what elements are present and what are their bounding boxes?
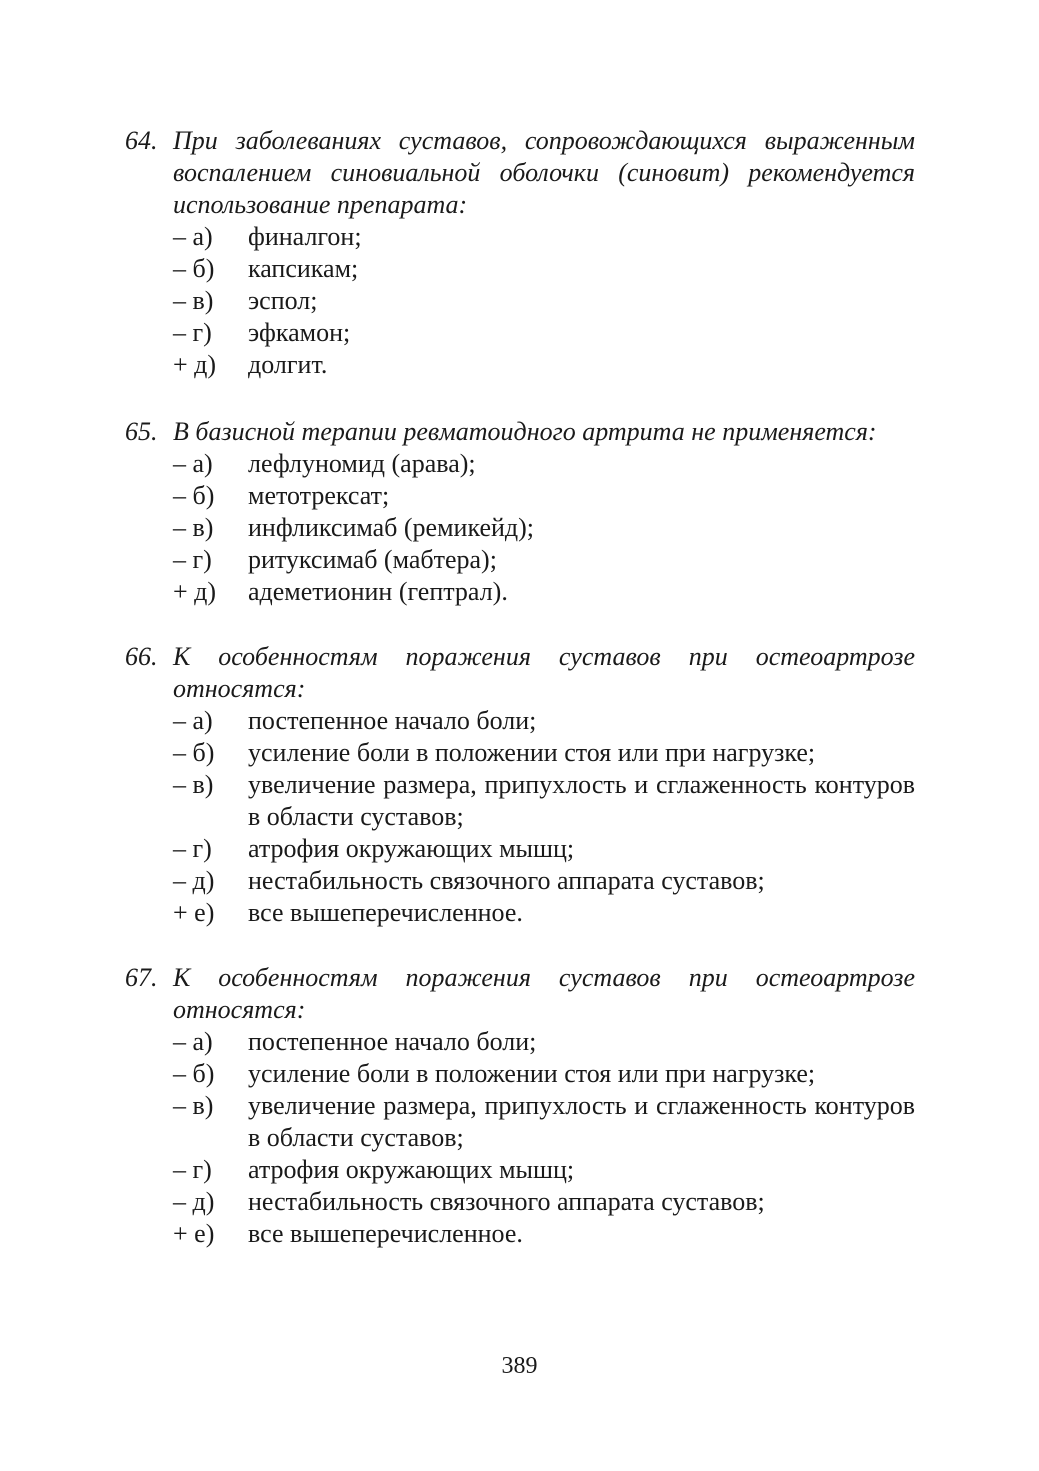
answer-option-correct bbox=[125, 576, 915, 608]
question-text: При заболеваниях суставов, сопровождающихся выраженным воспалением синовиальной оболочки (синовит) рекомендуется использование препарата: bbox=[173, 126, 915, 219]
question-number: 67. bbox=[125, 963, 158, 992]
option-mark: – г) bbox=[173, 545, 212, 574]
answer-options bbox=[125, 448, 915, 608]
option-mark: – в) bbox=[173, 770, 214, 799]
option-mark: – г) bbox=[173, 834, 212, 863]
answer-option bbox=[125, 317, 915, 349]
option-mark: – б) bbox=[173, 738, 215, 767]
option-mark: – б) bbox=[173, 254, 215, 283]
option-mark: – а) bbox=[173, 706, 213, 735]
answer-option bbox=[125, 285, 915, 317]
option-text: капсикам; bbox=[248, 254, 359, 283]
option-text: атрофия окружающих мышц; bbox=[248, 834, 575, 863]
answer-options bbox=[125, 705, 915, 929]
option-text: нестабильность связочного аппарата суставов; bbox=[248, 866, 765, 895]
answer-option-correct bbox=[125, 349, 915, 381]
answer-option-correct bbox=[125, 1218, 915, 1250]
question-number: 65. bbox=[125, 417, 158, 446]
option-mark: + е) bbox=[173, 1219, 215, 1248]
question-64 bbox=[125, 125, 915, 381]
answer-option bbox=[125, 1090, 915, 1154]
option-text: нестабильность связочного аппарата суставов; bbox=[248, 1187, 765, 1216]
option-text: все вышеперечисленное. bbox=[248, 898, 523, 927]
option-text: лефлуномид (арава); bbox=[248, 449, 476, 478]
answer-option-correct bbox=[125, 897, 915, 929]
answer-option bbox=[125, 1026, 915, 1058]
question-number: 64. bbox=[125, 126, 158, 155]
option-mark: – в) bbox=[173, 1091, 214, 1120]
option-mark: – а) bbox=[173, 1027, 213, 1056]
question-text: К особенностям поражения суставов при остеоартрозе относятся: bbox=[173, 963, 915, 1024]
option-text: постепенное начало боли; bbox=[248, 706, 537, 735]
option-mark: – г) bbox=[173, 1155, 212, 1184]
answer-option bbox=[125, 833, 915, 865]
question-66 bbox=[125, 641, 915, 929]
question-stem bbox=[125, 125, 915, 221]
answer-option bbox=[125, 480, 915, 512]
answer-option bbox=[125, 512, 915, 544]
question-stem bbox=[125, 962, 915, 1026]
option-text: все вышеперечисленное. bbox=[248, 1219, 523, 1248]
option-text: увеличение размера, припухлость и сглаженность контуров в области суставов; bbox=[248, 770, 915, 831]
option-mark: + е) bbox=[173, 898, 215, 927]
option-mark: – б) bbox=[173, 1059, 215, 1088]
answer-option bbox=[125, 448, 915, 480]
option-text: долгит. bbox=[248, 350, 328, 379]
option-text: ритуксимаб (мабтера); bbox=[248, 545, 497, 574]
question-text: В базисной терапии ревматоидного артрита не применяется: bbox=[173, 417, 877, 446]
option-text: увеличение размера, припухлость и сглаженность контуров в области суставов; bbox=[248, 1091, 915, 1152]
option-text: финалгон; bbox=[248, 222, 362, 251]
option-text: метотрексат; bbox=[248, 481, 390, 510]
question-stem bbox=[125, 641, 915, 705]
answer-options bbox=[125, 1026, 915, 1250]
answer-option bbox=[125, 253, 915, 285]
option-text: эспол; bbox=[248, 286, 318, 315]
option-text: усиление боли в положении стоя или при нагрузке; bbox=[248, 738, 816, 767]
question-number: 66. bbox=[125, 642, 158, 671]
option-mark: – а) bbox=[173, 222, 213, 251]
answer-option bbox=[125, 544, 915, 576]
question-67 bbox=[125, 962, 915, 1250]
option-text: атрофия окружающих мышц; bbox=[248, 1155, 575, 1184]
answer-option bbox=[125, 1186, 915, 1218]
option-text: адеметионин (гептрал). bbox=[248, 577, 508, 606]
option-mark: – д) bbox=[173, 866, 215, 895]
option-mark: + д) bbox=[173, 577, 217, 606]
question-65 bbox=[125, 416, 915, 608]
option-mark: – в) bbox=[173, 286, 214, 315]
option-text: постепенное начало боли; bbox=[248, 1027, 537, 1056]
option-mark: – а) bbox=[173, 449, 213, 478]
answer-option bbox=[125, 1154, 915, 1186]
answer-option bbox=[125, 865, 915, 897]
answer-option bbox=[125, 705, 915, 737]
option-text: инфликсимаб (ремикейд); bbox=[248, 513, 535, 542]
option-text: усиление боли в положении стоя или при нагрузке; bbox=[248, 1059, 816, 1088]
answer-option bbox=[125, 221, 915, 253]
question-stem bbox=[125, 416, 915, 448]
option-mark: – б) bbox=[173, 481, 215, 510]
answer-option bbox=[125, 1058, 915, 1090]
question-text: К особенностям поражения суставов при остеоартрозе относятся: bbox=[173, 642, 915, 703]
answer-option bbox=[125, 737, 915, 769]
option-text: эфкамон; bbox=[248, 318, 351, 347]
option-mark: + д) bbox=[173, 350, 217, 379]
answer-options bbox=[125, 221, 915, 381]
option-mark: – в) bbox=[173, 513, 214, 542]
answer-option bbox=[125, 769, 915, 833]
option-mark: – г) bbox=[173, 318, 212, 347]
option-mark: – д) bbox=[173, 1187, 215, 1216]
page-number: 389 bbox=[501, 1353, 538, 1379]
